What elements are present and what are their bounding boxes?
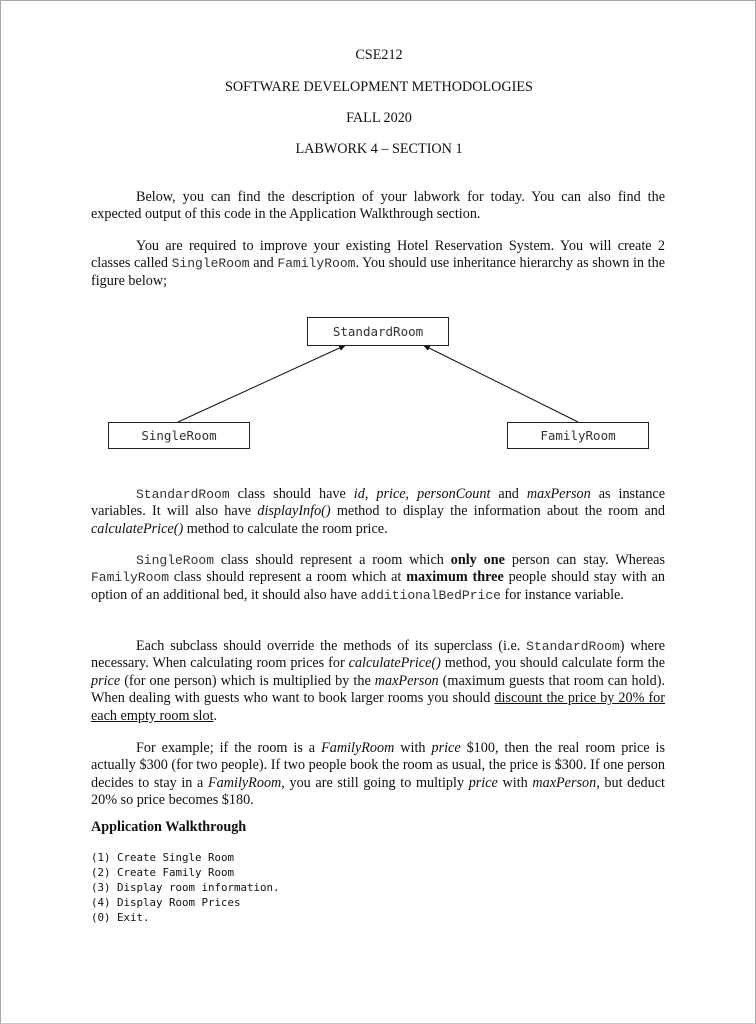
lab-title: LABWORK 4 – SECTION 1 <box>295 141 463 157</box>
intro-paragraph: Below, you can find the description of your labwork for today. You can also find the expected output of this code in the Application Walkthrough section. <box>91 189 665 223</box>
walkthrough-menu <box>91 850 491 925</box>
inheritance-arrow-left <box>178 345 346 422</box>
class-box-standardroom: StandardRoom <box>307 317 449 346</box>
example-paragraph: For example; if the room is a FamilyRoom with price $100, then the real room price is actually $300 (for two people). If two people book the room as usual, the price is $300. If one person decides to stay in a FamilyRoom, you are still going to multiply price with maxPerson, but deduct 20% so price becomes $180. <box>91 740 665 809</box>
inheritance-diagram <box>1 1 756 461</box>
menu-item: (0) Exit. <box>91 911 150 924</box>
course-name: SOFTWARE DEVELOPMENT METHODOLOGIES <box>225 79 533 95</box>
standardroom-paragraph: StandardRoom class should have id, price, personCount and maxPerson as instance variables. It will also have displayInfo() method to display the information about the room and calculatePrice() method to calculate the room price. <box>91 486 666 537</box>
menu-item: (4) Display Room Prices <box>91 896 241 909</box>
override-paragraph: Each subclass should override the methods of its superclass (i.e. StandardRoom) where necessary. When calculating room prices for calculatePrice() method, you should calculate form the price (for one person) which is multiplied by the maxPerson (maximum guests that room can hold). When dealing with guests who want to book larger rooms you should discount the price by 20% for each empty room slot. <box>91 638 666 724</box>
menu-item: (3) Display room information. <box>91 881 280 894</box>
class-box-familyroom: FamilyRoom <box>507 422 649 449</box>
subclass-paragraph: SingleRoom class should represent a room which only one person can stay. Whereas FamilyRoom class should represent a room which at maximum three people should stay with an option of an additional bed, it should also have additionalBedPrice for instance variable. <box>91 552 665 603</box>
code-familyroom: FamilyRoom <box>277 256 356 272</box>
class-box-singleroom: SingleRoom <box>108 422 250 449</box>
menu-item: (2) Create Family Room <box>91 866 235 879</box>
term: FALL 2020 <box>346 110 412 126</box>
menu-item: (1) Create Single Room <box>91 851 235 864</box>
code-singleroom: SingleRoom <box>171 256 250 272</box>
discount-rule: discount the price by 20% for each empty room slot <box>91 690 665 724</box>
walkthrough-heading: Application Walkthrough <box>91 819 247 835</box>
requirement-paragraph: You are required to improve your existing Hotel Reservation System. You will create 2 classes called SingleRoom and FamilyRoom. You should use inheritance hierarchy as shown in the figure below; <box>91 238 665 289</box>
inheritance-arrow-right <box>423 345 578 422</box>
course-code: CSE212 <box>355 47 403 63</box>
